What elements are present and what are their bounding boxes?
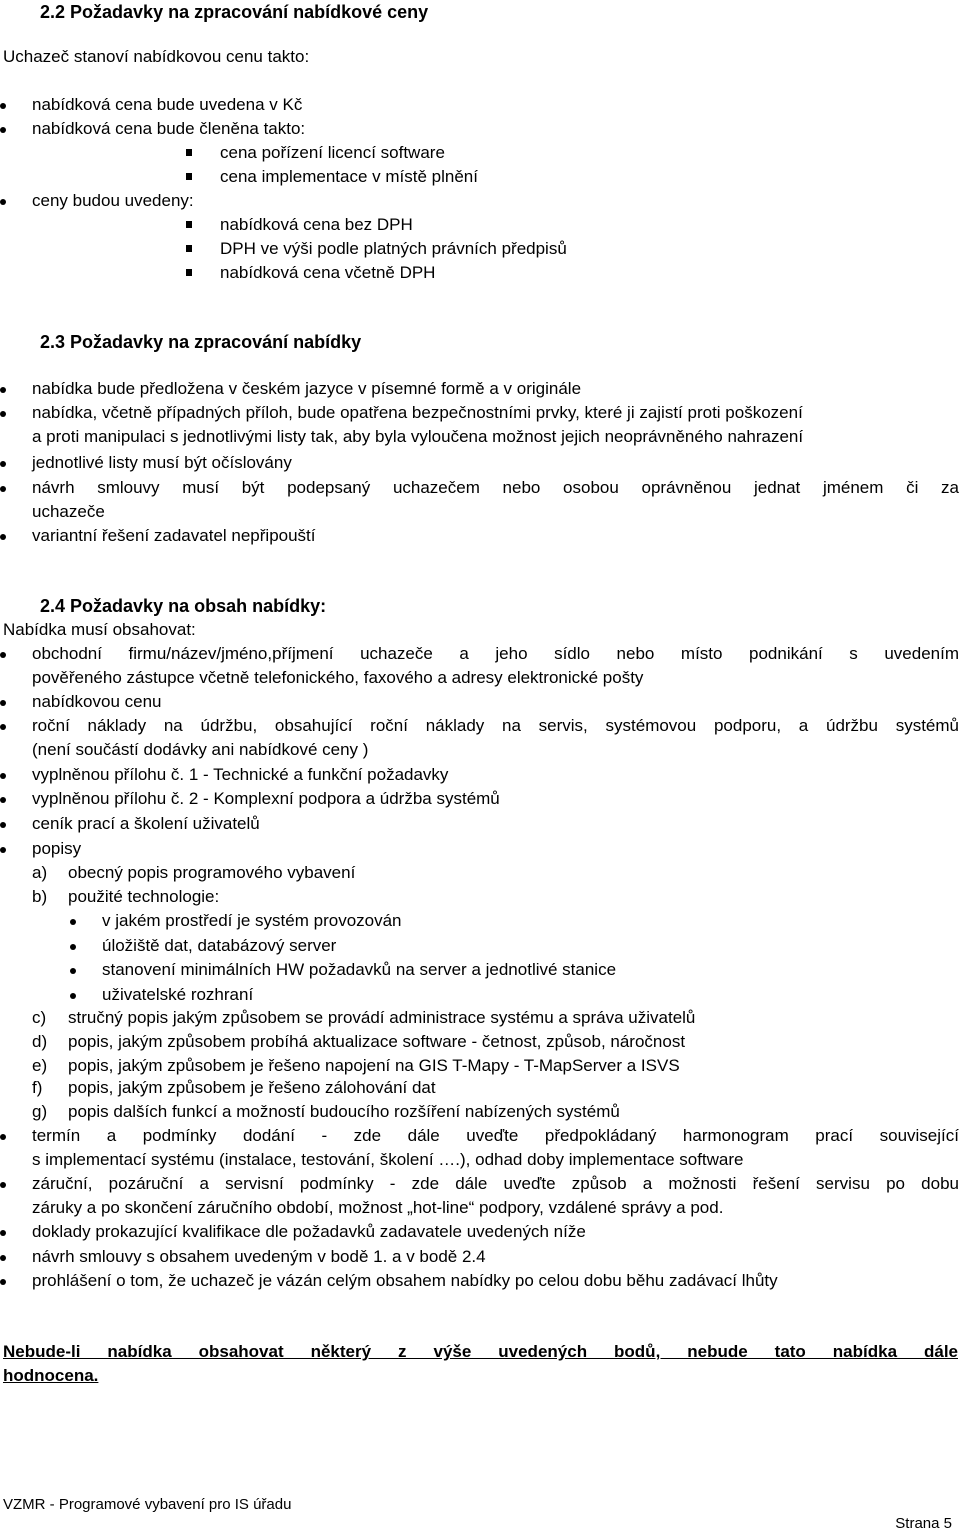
sub-item-f: f) popis, jakým způsobem je řešeno zálohování dat [32, 1078, 436, 1097]
list-item-continuation: záruky a po skončení záručního období, možnost „hot-line“ podpory, vzdálené správy a pod. [32, 1198, 724, 1217]
list-item: nabídková cena bude uvedena v Kč [0, 93, 302, 117]
list-item: nabídka, včetně případných příloh, bude opatřena bezpečnostními prvky, které ji zajistí proti poškození [0, 401, 803, 425]
sub-item-a: a) obecný popis programového vybavení [32, 863, 356, 882]
square-bullet-icon [186, 269, 192, 276]
bullet-icon [0, 411, 6, 417]
sub-item-d: d) popis, jakým způsobem probíhá aktualizace software - četnost, způsob, náročnost [32, 1032, 686, 1051]
bullet-icon [0, 1255, 6, 1261]
bullet-icon [0, 773, 6, 779]
list-item: vyplněnou přílohu č. 1 - Technické a funkční požadavky [0, 763, 448, 787]
list-item-continuation: pověřeného zástupce včetně telefonického, faxového a adresy elektronické pošty [32, 668, 644, 687]
sub-item-c: c) stručný popis jakým způsobem se provádí administrace systému a správa uživatelů [32, 1008, 696, 1027]
bullet-icon [70, 993, 76, 999]
list-item-continuation: s implementací systému (instalace, testování, školení ….), odhad doby implementace software [32, 1150, 744, 1169]
square-bullet-icon [186, 173, 192, 180]
bullet-icon [0, 652, 6, 658]
bullet-icon [0, 700, 6, 706]
sub-item-g: g) popis dalších funkcí a možností budoucího rozšíření nabízených systémů [32, 1102, 620, 1121]
bullet-icon [0, 1230, 6, 1236]
list-item: nabídková cena včetně DPH [186, 261, 435, 285]
bullet-icon [0, 486, 6, 492]
list-item: záruční, pozáruční a servisní podmínky - zde dále uveďte způsob a možnosti řešení servisu po dobu [0, 1172, 959, 1196]
footer-page-number: Strana 5 [895, 1515, 952, 1532]
bullet-icon [0, 724, 6, 730]
list-item: návrh smlouvy musí být podepsaný uchazečem nebo osobou oprávněnou jednat jménem či za [0, 476, 959, 500]
square-bullet-icon [186, 149, 192, 156]
list-item: variantní řešení zadavatel nepřipouští [0, 524, 316, 548]
list-item-continuation: (není součástí dodávky ani nabídkové ceny ) [32, 740, 369, 759]
list-item: DPH ve výši podle platných právních předpisů [186, 237, 567, 261]
square-bullet-icon [186, 245, 192, 252]
bullet-icon [0, 822, 6, 828]
list-item: v jakém prostředí je systém provozován [70, 909, 402, 933]
bullet-icon [70, 919, 76, 925]
bullet-icon [0, 797, 6, 803]
list-item: vyplněnou přílohu č. 2 - Komplexní podpora a údržba systémů [0, 787, 500, 811]
section-2-2-intro: Uchazeč stanoví nabídkovou cenu takto: [3, 47, 310, 66]
list-item: nabídková cena bez DPH [186, 213, 413, 237]
footer-document-title: VZMR - Programové vybavení pro IS úřadu [3, 1496, 292, 1513]
section-2-3-heading: 2.3 Požadavky na zpracování nabídky [40, 332, 362, 352]
list-item: stanovení minimálních HW požadavků na server a jednotlivé stanice [70, 958, 616, 982]
bullet-icon [0, 199, 6, 205]
list-item: doklady prokazující kvalifikace dle požadavků zadavatele uvedených níže [0, 1220, 586, 1244]
list-item: ceník prací a školení uživatelů [0, 812, 260, 836]
bullet-icon [0, 103, 6, 109]
list-item: návrh smlouvy s obsahem uvedeným v bodě 1. a v bodě 2.4 [0, 1245, 486, 1269]
list-item: cena implementace v místě plnění [186, 165, 478, 189]
sub-item-e: e) popis, jakým způsobem je řešeno napojení na GIS T-Mapy - T-MapServer a ISVS [32, 1056, 680, 1075]
list-item: nabídkovou cenu [0, 690, 162, 714]
bullet-icon [0, 534, 6, 540]
sub-item-b: b) použité technologie: [32, 887, 220, 906]
bullet-icon [0, 1182, 6, 1188]
list-item: jednotlivé listy musí být očíslovány [0, 451, 292, 475]
square-bullet-icon [186, 221, 192, 228]
list-item: roční náklady na údržbu, obsahující roční náklady na servis, systémovou podporu, a údržbu systémů [0, 714, 959, 738]
section-2-2-heading: 2.2 Požadavky na zpracování nabídkové ceny [40, 2, 429, 22]
section-2-4-intro: Nabídka musí obsahovat: [3, 620, 196, 639]
bullet-icon [0, 1134, 6, 1140]
list-item-continuation: a proti manipulaci s jednotlivými listy tak, aby byla vyloučena možnost jejich neoprávněného nahrazení [32, 427, 804, 446]
bullet-icon [0, 847, 6, 853]
list-item: termín a podmínky dodání - zde dále uveďte předpokládaný harmonogram prací související [0, 1124, 959, 1148]
list-item: ceny budou uvedeny: [0, 189, 194, 213]
list-item: obchodní firmu/název/jméno,příjmení uchazeče a jeho sídlo nebo místo podnikání s uvedením [0, 642, 959, 666]
list-item: nabídková cena bude členěna takto: [0, 117, 305, 141]
warning-text-continuation: hodnocena. [3, 1366, 99, 1385]
list-item: prohlášení o tom, že uchazeč je vázán celým obsahem nabídky po celou dobu běhu zadávací lhůty [0, 1269, 778, 1293]
bullet-icon [0, 461, 6, 467]
list-item: úložiště dat, databázový server [70, 934, 336, 958]
bullet-icon [70, 968, 76, 974]
bullet-icon [0, 387, 6, 393]
bullet-icon [0, 1279, 6, 1285]
list-item: nabídka bude předložena v českém jazyce v písemné formě a v originále [0, 377, 581, 401]
list-item: uživatelské rozhraní [70, 983, 253, 1007]
bullet-icon [70, 944, 76, 950]
list-item-continuation: uchazeče [32, 502, 105, 521]
section-2-4-heading: 2.4 Požadavky na obsah nabídky: [40, 596, 327, 616]
warning-text: Nebude-li nabídka obsahovat některý z výše uvedených bodů, nebude tato nabídka dále [3, 1342, 958, 1361]
list-item: popisy [0, 837, 81, 861]
list-item: cena pořízení licencí software [186, 141, 445, 165]
bullet-icon [0, 127, 6, 133]
